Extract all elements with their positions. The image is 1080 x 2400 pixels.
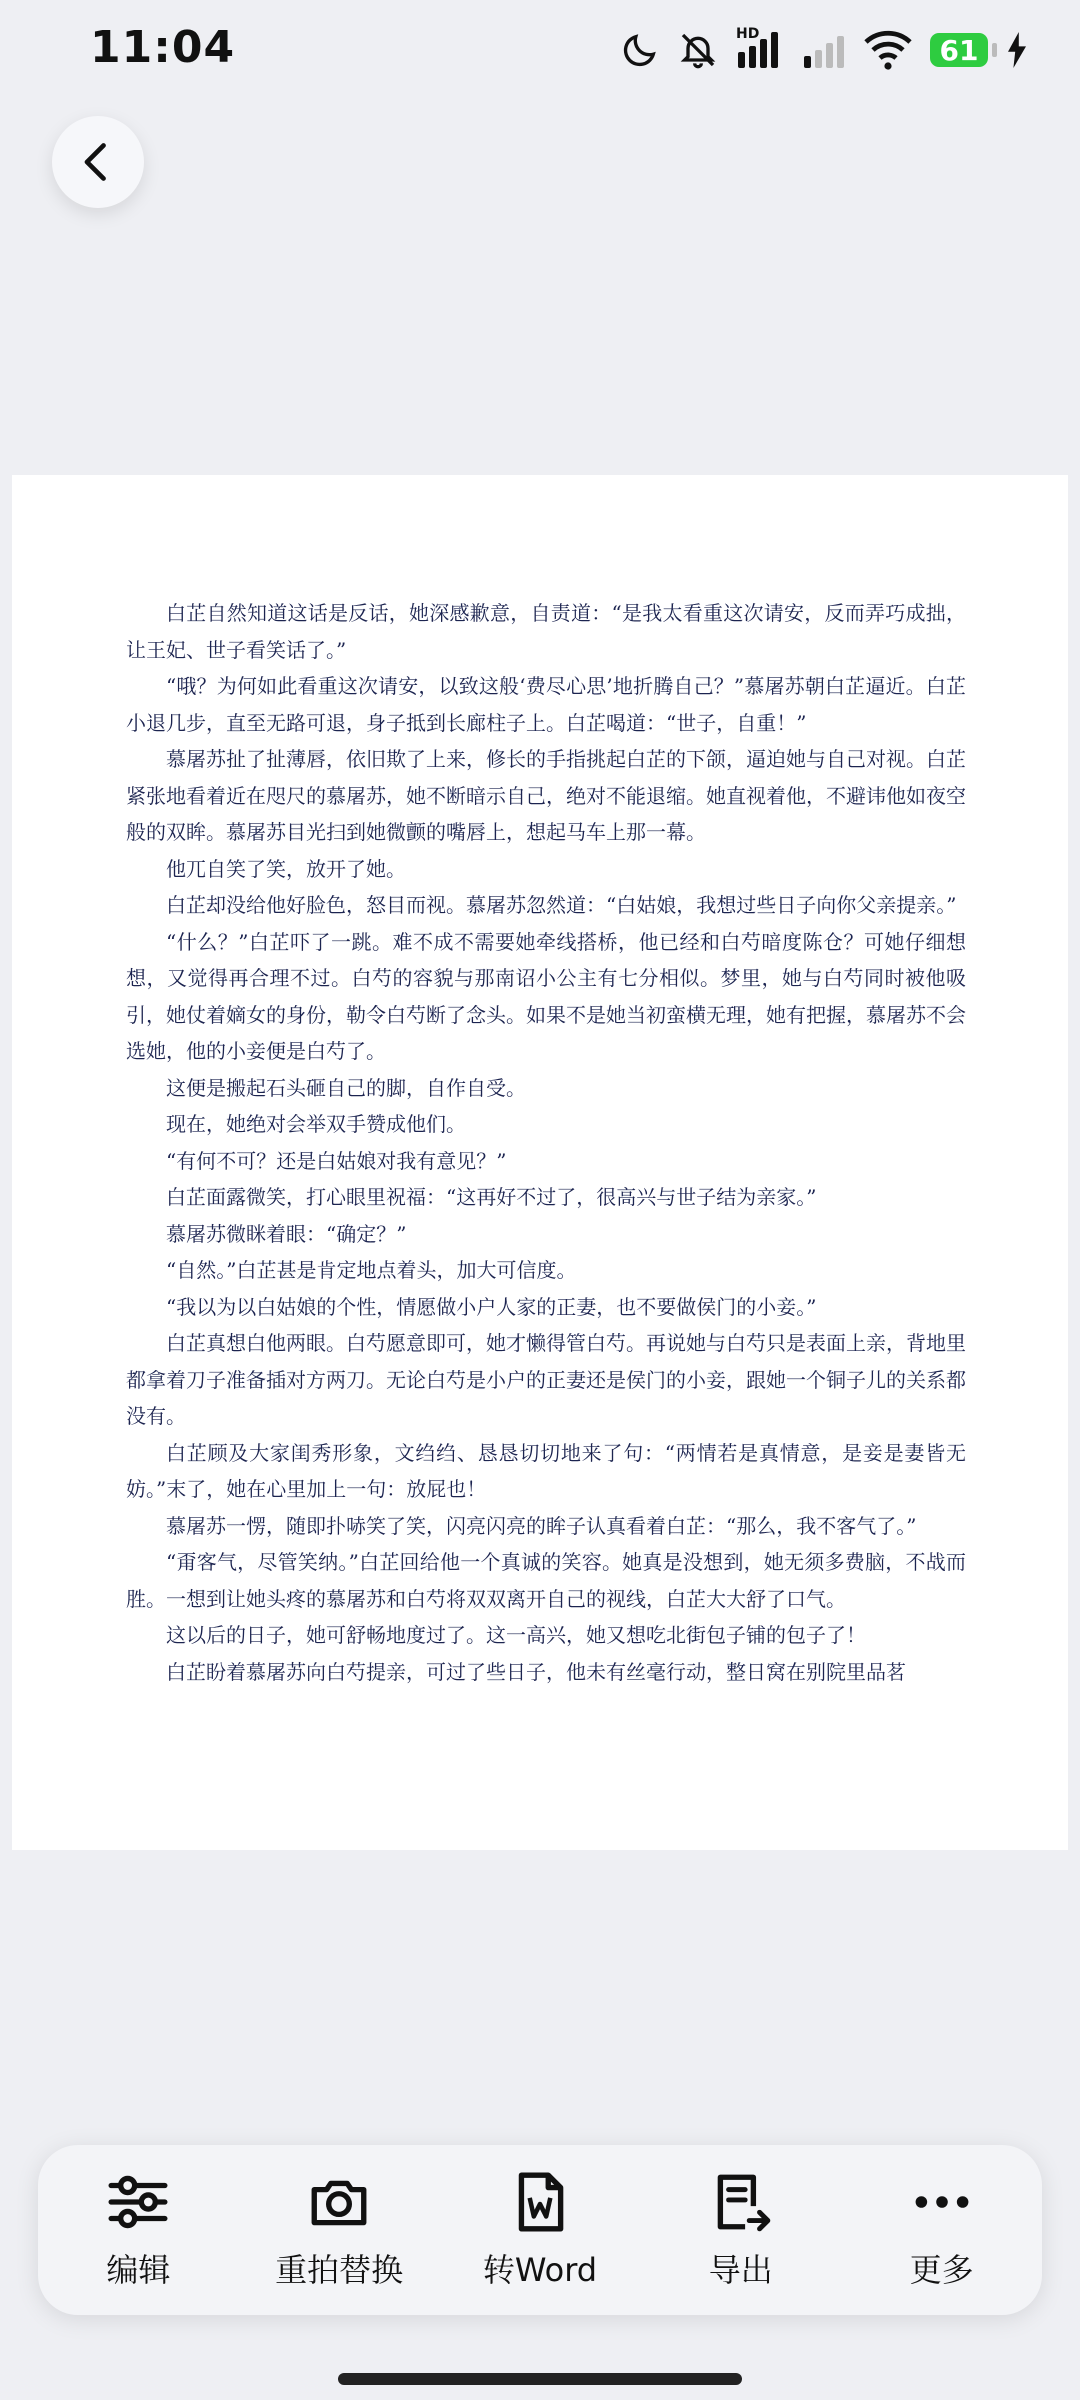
paragraph: “有何不可？还是白姑娘对我有意见？” bbox=[166, 1148, 507, 1173]
paragraph: 现在，她绝对会举双手赞成他们。 bbox=[166, 1112, 466, 1136]
status-time: 11:04 bbox=[90, 22, 236, 73]
retake-replace-button[interactable] bbox=[249, 2169, 429, 2291]
battery-level: 61 bbox=[939, 33, 979, 67]
paragraph: “我以为以白姑娘的个性，情愿做小户人家的正妻，也不要做侯门的小妾。” bbox=[166, 1294, 817, 1319]
bell-off-icon bbox=[678, 30, 718, 70]
retake-replace-label: 重拍替换 bbox=[275, 2251, 404, 2289]
word-document-icon bbox=[507, 2169, 573, 2235]
more-dots-icon bbox=[909, 2169, 975, 2235]
document-page bbox=[12, 475, 1068, 1850]
paragraph: 慕屠苏扯了扯薄唇，依旧欺了上来，修长的手指挑起白芷的下颌，逼迫她与自己对视。白芷紧张地看着近在咫尺的慕屠苏，她不断暗示自己，绝对不能退缩。她直视着他，不避讳他如夜空般的双眸。慕屠苏目光扫到她微颤的嘴唇上，想起马车上那一幕。 bbox=[126, 747, 966, 844]
paragraph: “自然。”白芷甚是肯定地点着头，加大可信度。 bbox=[166, 1258, 577, 1282]
paragraph: 白芷面露微笑，打心眼里祝福：“这再好不过了，很高兴与世子结为亲家。” bbox=[166, 1185, 817, 1209]
home-indicator[interactable] bbox=[338, 2373, 742, 2385]
paragraph: 这便是搬起石头砸自己的脚，自作自受。 bbox=[166, 1075, 526, 1100]
paragraph: 白芷自然知道这话是反话，她深感歉意，自责道：“是我太看重这次请安，反而弄巧成拙，让王妃、世子看笑话了。” bbox=[126, 601, 966, 662]
paragraph: 这以后的日子，她可舒畅地度过了。这一高兴，她又想吃北街包子铺的包子了！ bbox=[166, 1623, 866, 1647]
cellular-signal-weak-icon bbox=[802, 30, 846, 70]
paragraph: 他兀自笑了笑，放开了她。 bbox=[166, 856, 406, 881]
back-button[interactable] bbox=[52, 116, 144, 208]
camera-icon bbox=[306, 2169, 372, 2235]
export-icon bbox=[708, 2169, 774, 2235]
sliders-icon bbox=[105, 2169, 171, 2235]
wifi-icon bbox=[864, 30, 912, 70]
paragraph: 白芷却没给他好脸色，怒目而视。慕屠苏忽然道：“白姑娘，我想过些日子向你父亲提亲。” bbox=[166, 893, 957, 917]
more-button[interactable] bbox=[852, 2169, 1032, 2291]
convert-word-label: 转Word bbox=[482, 2251, 598, 2289]
chevron-left-icon bbox=[76, 140, 120, 184]
paragraph: 慕屠苏微眯着眼：“确定？” bbox=[166, 1221, 407, 1246]
edit-button[interactable] bbox=[48, 2169, 228, 2291]
battery-icon bbox=[930, 33, 988, 67]
convert-word-button[interactable] bbox=[450, 2169, 630, 2291]
paragraph: 白芷盼着慕屠苏向白芍提亲，可过了些日子，他未有丝毫行动，整日窝在别院里品茗 bbox=[166, 1659, 906, 1684]
status-bar bbox=[0, 0, 1080, 100]
moon-icon bbox=[620, 30, 660, 70]
paragraph: 慕屠苏一愣，随即扑哧笑了笑，闪亮闪亮的眸子认真看着白芷：“那么，我不客气了。” bbox=[166, 1513, 917, 1538]
more-label: 更多 bbox=[909, 2251, 974, 2289]
paragraph: “哦？为何如此看重这次请安，以致这般‘费尽心思’地折腾自己？”慕屠苏朝白芷逼近。白芷小退几步，直至无路可退，身子抵到长廊柱子上。白芷喝道：“世子，自重！” bbox=[126, 674, 966, 735]
export-button[interactable] bbox=[651, 2169, 831, 2291]
paragraph: “什么？”白芷吓了一跳。难不成不需要她牵线搭桥，他已经和白芍暗度陈仓？可她仔细想想，又觉得再合理不过。白芍的容貌与那南诏小公主有七分相似。梦里，她与白芍同时被他吸引，她仗着嫡女的身份，勒令白芍断了念头。如果不是她当初蛮横无理，她有把握，慕屠苏不会选她，他的小妾便是白芍了。 bbox=[126, 929, 966, 1063]
paragraph: 白芷真想白他两眼。白芍愿意即可，她才懒得管白芍。再说她与白芍只是表面上亲，背地里都拿着刀子准备插对方两刀。无论白芍是小户的正妻还是侯门的小妾，跟她一个铜子儿的关系都没有。 bbox=[126, 1331, 966, 1428]
status-icons bbox=[620, 26, 1028, 74]
cellular-signal-icon bbox=[736, 26, 784, 70]
paragraph: “甭客气，尽管笑纳。”白芷回给他一个真诚的笑容。她真是没想到，她无须多费脑，不战而胜。一想到让她头疼的慕屠苏和白芍将双双离开自己的视线，白芷大大舒了口气。 bbox=[126, 1550, 966, 1611]
paragraph: 白芷顾及大家闺秀形象，文绉绉、恳恳切切地来了句：“两情若是真情意，是妾是妻皆无妨。”末了，她在心里加上一句：放屁也！ bbox=[126, 1440, 966, 1501]
bottom-toolbar bbox=[38, 2145, 1042, 2315]
charging-bolt-icon bbox=[1006, 32, 1028, 68]
export-label: 导出 bbox=[708, 2251, 773, 2289]
document-text bbox=[126, 595, 966, 1690]
edit-label: 编辑 bbox=[106, 2251, 171, 2289]
network-type-label: HD bbox=[736, 26, 760, 42]
